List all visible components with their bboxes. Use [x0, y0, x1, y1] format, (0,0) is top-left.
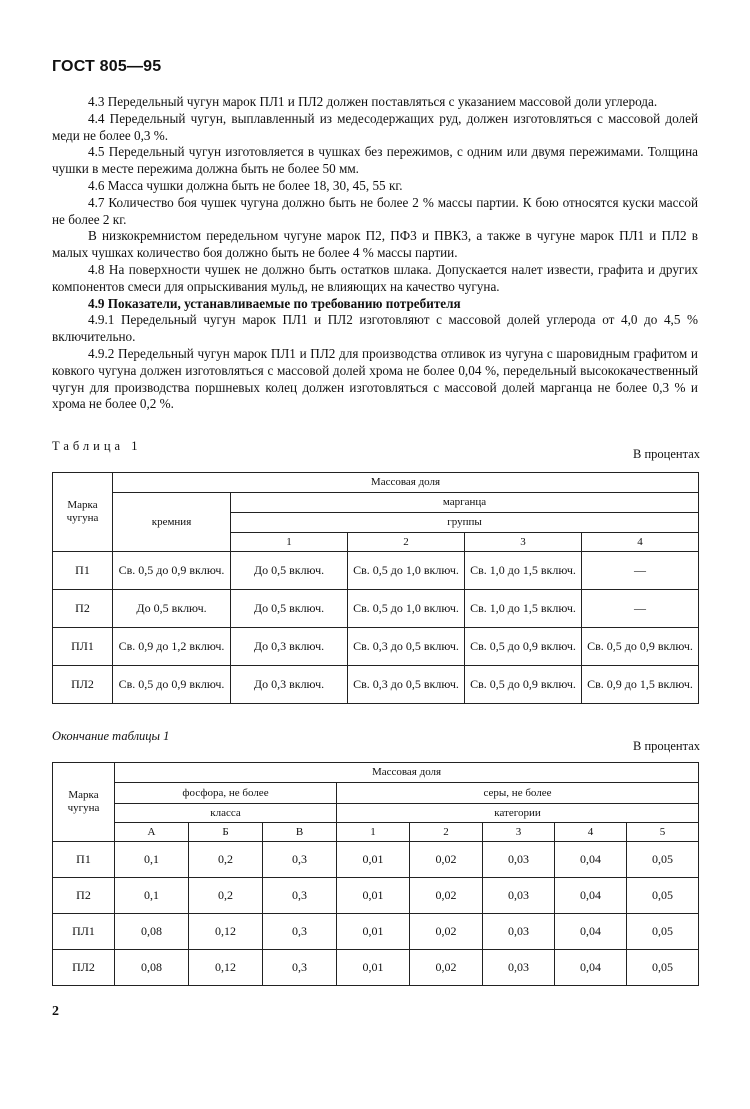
grade-cell: П2	[53, 878, 115, 914]
table-cell: 0,3	[263, 842, 337, 878]
table-row	[53, 950, 699, 986]
table-cell: 0,04	[555, 878, 627, 914]
grade-cell: П1	[53, 552, 113, 590]
paragraph-low-silicon: В низкокремнистом передельном чугуне марок П2, ПФ3 и ПВК3, а также в чугуне марок ПЛ1 и ПЛ2 в малых чушках количество боя должно быть не более 4 % массы партии.	[52, 228, 698, 261]
table1-group-header: группы	[231, 513, 699, 533]
table2-category-header: категории	[337, 804, 699, 823]
table-cell: До 0,3 включ.	[231, 628, 348, 666]
table-cell: 0,2	[189, 878, 263, 914]
table-row	[53, 666, 699, 704]
table-cell: Св. 0,9 до 1,5 включ.	[582, 666, 699, 704]
table-cell: 0,05	[627, 878, 699, 914]
table-cell: 0,05	[627, 842, 699, 878]
table-cell: 0,04	[555, 950, 627, 986]
category-4: 4	[555, 823, 627, 842]
grade-cell: ПЛ1	[53, 628, 113, 666]
table-cell: 0,02	[410, 950, 483, 986]
table-cell: 0,08	[115, 914, 189, 950]
table-cell: 0,04	[555, 842, 627, 878]
paragraph-4-4: 4.4 Передельный чугун, выплавленный из медесодержащих руд, должен изготовляться с массовой долей меди не более 0,3 %.	[52, 110, 698, 143]
table-cell: 0,03	[483, 950, 555, 986]
table-cell: Св. 0,5 до 0,9 включ.	[465, 666, 582, 704]
table-cell: Св. 0,5 до 1,0 включ.	[348, 590, 465, 628]
table-row	[53, 628, 699, 666]
paragraph-4-5: 4.5 Передельный чугун изготовляется в чушках без пережимов, с одним или двумя пережимами. Толщина чушки в месте пережима должна быть не более 50 мм.	[52, 144, 698, 177]
table-cell: 0,05	[627, 950, 699, 986]
table-cell: 0,1	[115, 842, 189, 878]
table2-unit: В процентах	[633, 739, 700, 753]
table-row	[53, 552, 699, 590]
table-cell: Св. 0,5 до 1,0 включ.	[348, 552, 465, 590]
table-cell: 0,12	[189, 914, 263, 950]
table-cell: 0,03	[483, 878, 555, 914]
table1-mass-header: Массовая доля	[113, 473, 699, 493]
category-5: 5	[627, 823, 699, 842]
table-cell: Св. 0,3 до 0,5 включ.	[348, 628, 465, 666]
table-cell: 0,3	[263, 950, 337, 986]
body-text	[52, 94, 698, 413]
paragraph-4-8: 4.8 На поверхности чушек не должно быть остатков шлака. Допускается налет извести, графита и других компонентов смеси для опрыскивания мульд, не влияющих на качество чугуна.	[52, 261, 698, 294]
table-cell: Св. 1,0 до 1,5 включ.	[465, 590, 582, 628]
table-cell: До 0,3 включ.	[231, 666, 348, 704]
class-a: А	[115, 823, 189, 842]
document-header: ГОСТ 805—95	[52, 58, 162, 75]
page-number: 2	[52, 1004, 59, 1019]
category-1: 1	[337, 823, 410, 842]
table-cell: Св. 1,0 до 1,5 включ.	[465, 552, 582, 590]
grade-cell: ПЛ2	[53, 666, 113, 704]
table-cell: 0,08	[115, 950, 189, 986]
table2-label: Окончание таблицы 1	[52, 729, 170, 743]
table-cell: —	[582, 590, 699, 628]
table-row	[53, 878, 699, 914]
table-cell: Св. 0,5 до 0,9 включ.	[113, 666, 231, 704]
table2-sulfur-header: серы, не более	[337, 783, 699, 804]
table-cell: Св. 0,5 до 0,9 включ.	[465, 628, 582, 666]
paragraph-4-9-1: 4.9.1 Передельный чугун марок ПЛ1 и ПЛ2 изготовляют с массовой долей углерода от 4,0 до 4,5 % включительно.	[52, 312, 698, 345]
paragraph-4-7: 4.7 Количество боя чушек чугуна должно быть не более 2 % массы партии. К бою относятся куски массой не более 2 кг.	[52, 194, 698, 227]
grade-cell: ПЛ1	[53, 914, 115, 950]
table1-group-4: 4	[582, 533, 699, 552]
table-row	[53, 914, 699, 950]
table-cell: 0,02	[410, 914, 483, 950]
table-cell: 0,3	[263, 914, 337, 950]
table-cell: 0,04	[555, 914, 627, 950]
table-cell: 0,2	[189, 842, 263, 878]
table2-mass-header: Массовая доля	[115, 763, 699, 783]
paragraph-4-9-2: 4.9.2 Передельный чугун марок ПЛ1 и ПЛ2 для производства отливок из чугуна с шаровидным графитом и ковкого чугуна должен изготовляться с массовой долей хрома не более 0,04 %, передельный высококачественный чугун для производства поршневых колец должен изготовляться с массовой долей марганца не более 0,3 % и хрома не более 0,2 %.	[52, 345, 698, 412]
table-cell: До 0,5 включ.	[231, 590, 348, 628]
table-row	[53, 590, 699, 628]
table-cell: До 0,5 включ.	[113, 590, 231, 628]
table-cell: —	[582, 552, 699, 590]
table-cell: 0,01	[337, 842, 410, 878]
grade-cell: ПЛ2	[53, 950, 115, 986]
grade-cell: П1	[53, 842, 115, 878]
table-cell: 0,3	[263, 878, 337, 914]
table-cell: 0,02	[410, 878, 483, 914]
table-cell: 0,03	[483, 914, 555, 950]
paragraph-4-3: 4.3 Передельный чугун марок ПЛ1 и ПЛ2 должен поставляться с указанием массовой доли углерода.	[88, 94, 658, 109]
table1-group-3: 3	[465, 533, 582, 552]
table-cell: 0,03	[483, 842, 555, 878]
table2-phosphorus-header: фосфора, не более	[115, 783, 337, 804]
table-cell: 0,01	[337, 878, 410, 914]
table2-grade-header: Марка чугуна	[53, 763, 115, 842]
table-cell: 0,12	[189, 950, 263, 986]
table-cell: 0,05	[627, 914, 699, 950]
table-cell: Св. 0,5 до 0,9 включ.	[113, 552, 231, 590]
paragraph-4-6: 4.6 Масса чушки должна быть не более 18, 30, 45, 55 кг.	[88, 177, 403, 193]
table1-group-1: 1	[231, 533, 348, 552]
category-3: 3	[483, 823, 555, 842]
table1-manganese-header: марганца	[231, 493, 699, 513]
table-cell: Св. 0,5 до 0,9 включ.	[582, 628, 699, 666]
table1-silicon-header: кремния	[113, 493, 231, 552]
table1-continuation	[52, 762, 699, 986]
table-cell: До 0,5 включ.	[231, 552, 348, 590]
grade-cell: П2	[53, 590, 113, 628]
table-cell: Св. 0,3 до 0,5 включ.	[348, 666, 465, 704]
table1-unit: В процентах	[633, 447, 700, 461]
category-2: 2	[410, 823, 483, 842]
table-cell: Св. 0,9 до 1,2 включ.	[113, 628, 231, 666]
table-cell: 0,01	[337, 914, 410, 950]
table1-group-2: 2	[348, 533, 465, 552]
paragraph-4-9-heading: 4.9 Показатели, устанавливаемые по требованию потребителя	[88, 295, 461, 311]
table-row	[53, 842, 699, 878]
table-cell: 0,1	[115, 878, 189, 914]
table-cell: 0,02	[410, 842, 483, 878]
table1-label: Таблица 1	[52, 439, 142, 453]
table1	[52, 472, 699, 704]
table1-grade-header: Марка чугуна	[53, 473, 113, 552]
class-v: В	[263, 823, 337, 842]
table-cell: 0,01	[337, 950, 410, 986]
class-b: Б	[189, 823, 263, 842]
table2-class-header: класса	[115, 804, 337, 823]
